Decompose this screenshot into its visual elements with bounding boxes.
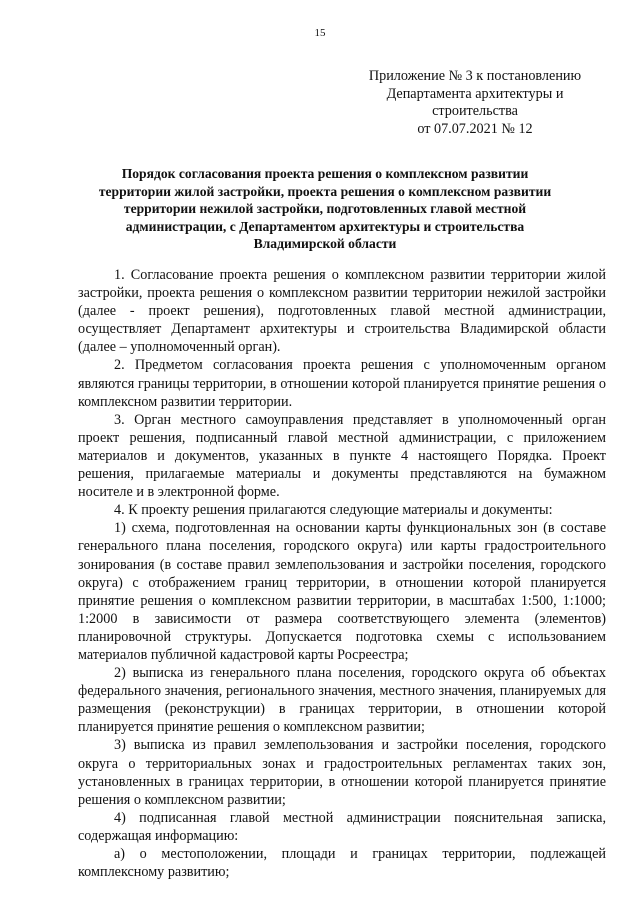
document-title bbox=[95, 165, 555, 253]
paragraph-1: 1. Согласование проекта решения о комплексном развитии территории жилой застройки, проекта решения о комплексном развитии территории нежилой застройки (далее - проект решения), подготовленных главой местной администрации, осуществляет Департамент архитектуры и строительства Владимирской области (далее – уполномоченный орган). bbox=[78, 267, 606, 356]
list-item-4: 4) подписанная главой местной администрации пояснительная записка, содержащая информацию: bbox=[78, 809, 606, 844]
appendix-note bbox=[350, 68, 600, 138]
appendix-line: Департамента архитектуры и bbox=[386, 85, 564, 102]
paragraph-3: 3. Орган местного самоуправления представляет в уполномоченный орган проект решения, подписанный главой местной администрации, с приложением материалов и документов, указанных в пункте 4 настоящего Порядка. Проект решения, прилагаемые материалы и документы представляются на бумажном носителе и в электронной форме. bbox=[78, 411, 606, 501]
list-item-1: 1) схема, подготовленная на основании карты функциональных зон (в составе генерального плана поселения, городского округа) или карты градостроительного зонирования (в составе правил землепользования и застройки поселения, городского округа) с отображением границ территории, в отношении которой планируется принятие решения о комплексном развитии территории, в масштабах 1:500, 1:1000; 1:2000 в зависимости от размера соответствующего элемента (элементов) планировочной структуры. Допускается подготовка схемы с использованием материалов публичной кадастровой карты Росреестра; bbox=[78, 520, 606, 663]
paragraph-2: 2. Предметом согласования проекта решения с уполномоченным органом являются границы территории, в отношении которой планируется принятие решения о комплексном развитии территории. bbox=[78, 357, 606, 410]
title-line: территории нежилой застройки, подготовленных главой местной bbox=[123, 201, 527, 216]
list-item-2: 2) выписка из генерального плана поселения, городского округа об объектах федерального значения, регионального значения, местного значения, планируемых для размещения (реконструкции) в границах территории, в отношении которой планируется принятие решения о комплексном развитии; bbox=[78, 665, 606, 736]
title-line: Владимирской области bbox=[253, 236, 397, 251]
appendix-line: строительства bbox=[432, 103, 518, 119]
appendix-line: Приложение № 3 к постановлению bbox=[368, 68, 582, 84]
page-number: 15 bbox=[314, 27, 326, 39]
title-line: Порядок согласования проекта решения о комплексном развитии bbox=[121, 166, 529, 181]
title-line: территории жилой застройки, проекта решения о комплексном развитии bbox=[98, 183, 552, 199]
sub-item-a: а) о местоположении, площади и границах территории, подлежащей комплексному развитию; bbox=[78, 846, 606, 881]
paragraph-4: 4. К проекту решения прилагаются следующие материалы и документы: bbox=[114, 502, 553, 519]
document-body bbox=[78, 266, 606, 881]
title-line: администрации, с Департаментом архитектуры и строительства bbox=[125, 218, 525, 234]
list-item-3: 3) выписка из правил землепользования и застройки поселения, городского округа о территориальных зонах и градостроительных регламентах таких зон, установленных в границах территории, в отношении которой планируется принятие решения о комплексном развитии; bbox=[78, 737, 606, 808]
appendix-line: от 07.07.2021 № 12 bbox=[417, 120, 533, 137]
